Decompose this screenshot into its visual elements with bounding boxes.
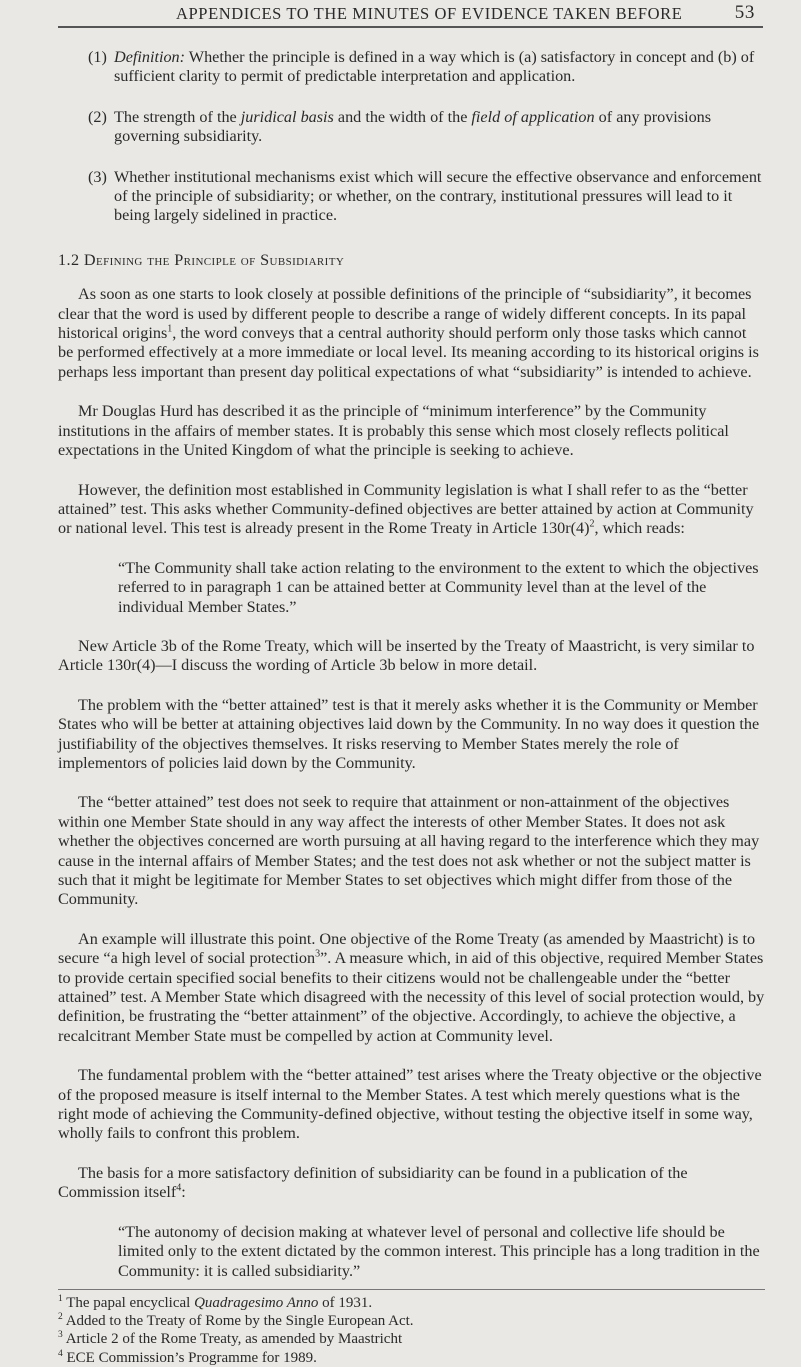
body-paragraph	[58, 930, 765, 1046]
criterion-number: (2)	[88, 107, 107, 126]
criterion-text	[114, 168, 765, 226]
paragraph-text: As soon as one starts to look closely at possible definitions of the principle of “subsidiarity”, it becomes clear that the word is used by different people to describe a range of widely different concepts. In its papal historical origins	[58, 285, 752, 343]
criterion-text	[114, 48, 765, 87]
footnote-text: The papal encyclical	[66, 1294, 195, 1311]
paragraph-text: , which reads:	[594, 519, 685, 538]
criterion-emphasis: juridical basis	[240, 107, 334, 126]
footnote	[58, 1294, 765, 1312]
section-title: Defining the Principle of Subsidiarity	[83, 250, 345, 269]
footnote-emphasis: Quadragesimo Anno	[194, 1294, 319, 1311]
footnote-mark: 4	[58, 1348, 63, 1359]
paragraph-text: An example will illustrate this point. One objective of the Rome Treaty (as amended by Maastricht) is to secure “a high level of social protection	[58, 929, 756, 968]
criterion-text-part: The strength of the	[114, 107, 241, 126]
body-paragraph	[58, 285, 765, 382]
page-number: 53	[734, 2, 755, 23]
footnote-ref: 1	[167, 323, 173, 335]
block-quote: “The Community shall take action relating to the environment to the extent to which the objectives referred to in paragraph 1 can be attained better at Community level than at the level of the individual Member States.”	[118, 558, 759, 616]
criterion-text-part: of any provisions governing subsidiarity.	[114, 107, 712, 146]
criterion-emphasis: field of application	[471, 107, 595, 126]
footnote-rule	[58, 1289, 765, 1290]
criterion-number: (1)	[88, 48, 107, 66]
block-quote: “The autonomy of decision making at whatever level of personal and collective life should be limited only to the extent dictated by the common interest. This principle has a long tradition in the Community: it is called subsidiarity.”	[118, 1222, 760, 1280]
footnote	[58, 1330, 765, 1348]
paragraph-text: , the word conveys that a central authority should perform only those tasks which cannot be performed effectively at a more immediate or local level. Its meaning according to its historical origins is perhaps less important than present day political expectations of what “subsidiarity” is intended to achieve.	[58, 324, 759, 381]
body-paragraph: Mr Douglas Hurd has described it as the principle of “minimum interference” by the Community institutions in the affairs of member states. It is probably this sense which most closely reflects political expectations in the United Kingdom of what the principle is seeking to achieve.	[58, 402, 729, 460]
footnotes	[58, 1294, 765, 1367]
paragraph-text: :	[181, 1183, 186, 1202]
criterion-item	[88, 168, 765, 226]
footnote-text: ECE Commission’s Programme for 1989.	[66, 1349, 317, 1366]
footnote-text: Article 2 of the Rome Treaty, as amended by Maastricht	[65, 1331, 403, 1348]
criterion-item	[88, 48, 765, 87]
section-heading	[58, 251, 765, 270]
criterion-text-part: and the width of the	[333, 107, 472, 126]
body-paragraph	[58, 1164, 765, 1203]
footnote-text: Added to the Treaty of Rome by the Single European Act.	[65, 1313, 414, 1330]
running-head	[58, 2, 763, 26]
body-paragraph: The “better attained” test does not seek to require that attainment or non-attainment of the objectives within one Member State should in any way affect the interests of other Member States. It does not ask whether the objectives concerned are worth pursuing at all having regard to the interference which they may cause in the internal affairs of Member States; and the test does not ask whether or not the subject matter is such that it might be legitimate for Member States to set objectives which might differ from those of the Community.	[58, 793, 760, 909]
paragraph-text: The basis for a more satisfactory definition of subsidiarity can be found in a publication of the Commission itself	[58, 1163, 688, 1202]
paragraph-text: ”. A measure which, in aid of this objective, required Member States to provide certain specified social benefits to their citizens would not be challengeable under the “better attained” test. A Member State which disagreed with the necessity of this level of social protection would, by definition, be frustrating the “better attainment” of the objective. Accordingly, to achieve the objective, a recalcitrant Member State must be compelled by action at Community level.	[58, 949, 765, 1045]
criterion-item	[88, 108, 765, 147]
body-paragraph: The problem with the “better attained” test is that it merely asks whether it is the Community or Member States who will be better at attaining objectives laid down by the Community. In no way does it question the justifiability of the objectives themselves. It risks reserving to Member States merely the role of implementors of policies laid down by the Community.	[58, 695, 760, 772]
footnote-ref: 3	[315, 948, 321, 960]
footnote-ref: 2	[589, 518, 595, 530]
footnote	[58, 1312, 765, 1330]
running-head-title: APPENDICES TO THE MINUTES OF EVIDENCE TAKEN BEFORE	[176, 4, 683, 23]
body-paragraph	[58, 481, 765, 539]
criterion-text	[114, 108, 765, 147]
footnote-ref: 4	[176, 1182, 182, 1194]
footnote-mark: 2	[58, 1312, 63, 1323]
footnote-mark: 1	[58, 1293, 63, 1304]
section-number: 1.2	[58, 250, 80, 269]
paragraph-text: However, the definition most established in Community legislation is what I shall refer to as the “better attained” test. This asks whether Community-defined objectives are better attained by action at Community or national level. This test is already present in the Rome Treaty in Article 130r(4)	[58, 480, 754, 538]
footnote	[58, 1349, 765, 1367]
criterion-number: (3)	[88, 167, 107, 186]
footnote-text: of 1931.	[318, 1294, 373, 1311]
body-paragraph: New Article 3b of the Rome Treaty, which will be inserted by the Treaty of Maastricht, is very similar to Article 130r(4)—I discuss the wording of Article 3b below in more detail.	[58, 636, 755, 675]
footnote-mark: 3	[58, 1330, 63, 1341]
criterion-emphasis: Definition:	[114, 48, 186, 66]
header-rule	[58, 26, 763, 28]
criterion-text-part: Whether institutional mechanisms exist which will secure the effective observance and enforcement of the principle of subsidiarity; or whether, on the contrary, institutional pressures will lead to it being largely sidelined in practice.	[114, 167, 762, 225]
criterion-text-part: Whether the principle is defined in a way which is (a) satisfactory in concept and (b) of sufficient clarity to permit of predictable interpretation and application.	[114, 48, 755, 86]
page-body	[58, 48, 765, 1367]
body-paragraph: The fundamental problem with the “better attained” test arises where the Treaty objective or the objective of the proposed measure is itself internal to the Member States. A test which merely questions what is the right mode of achieving the Community-defined objective, without testing the objective itself in some way, wholly fails to confront this problem.	[58, 1066, 762, 1143]
